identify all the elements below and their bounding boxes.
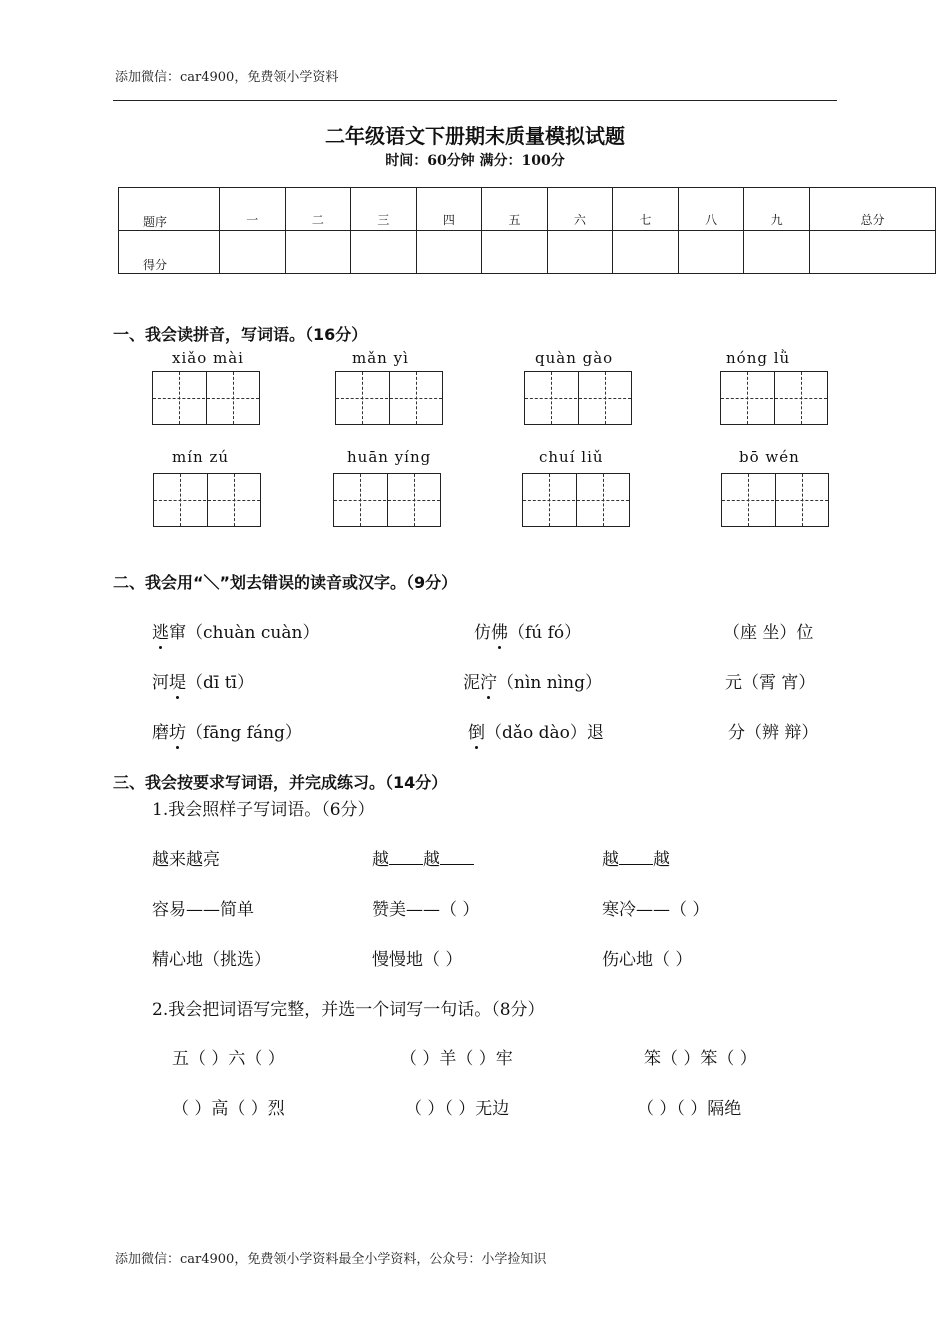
item-prefix: 泥 bbox=[463, 673, 480, 693]
pinyin-label: nóng lǜ bbox=[726, 349, 791, 367]
pattern-char: 越 bbox=[653, 850, 670, 870]
adverb-example: 精心地（挑选） bbox=[152, 950, 271, 970]
synonym-item[interactable]: 寒冷——（ ） bbox=[602, 900, 710, 920]
score-col-8: 八 bbox=[678, 188, 744, 231]
writing-grid[interactable] bbox=[152, 371, 260, 425]
score-col-6: 六 bbox=[547, 188, 613, 231]
pattern-char: 越 bbox=[372, 850, 389, 870]
idiom-fill[interactable]: （ ）（ ）无边 bbox=[405, 1099, 510, 1119]
section2-heading: 二、我会用“＼”划去错误的读音或汉字。（9分） bbox=[113, 573, 458, 592]
score-cell[interactable] bbox=[547, 231, 613, 274]
score-cell[interactable] bbox=[809, 231, 935, 274]
pronunciation-item bbox=[463, 668, 602, 693]
dotted-char: 佛 bbox=[491, 623, 508, 643]
subquestion-2: 2.我会把词语写完整，并选一个词写一句话。（8分） bbox=[152, 1000, 545, 1020]
writing-grid[interactable] bbox=[335, 371, 443, 425]
score-col-3: 三 bbox=[351, 188, 417, 231]
item-choices: 分（辨 辩） bbox=[728, 723, 819, 743]
section3-heading: 三、我会按要求写词语，并完成练习。（14分） bbox=[113, 773, 448, 792]
pinyin-label: mǎn yì bbox=[352, 349, 409, 367]
score-col-5: 五 bbox=[482, 188, 548, 231]
item-choices: （dǎo dào）退 bbox=[485, 723, 604, 743]
adverb-item[interactable]: 慢慢地（ ） bbox=[372, 950, 463, 970]
page-subtitle: 时间：60分钟 满分：100分 bbox=[385, 153, 565, 169]
pattern-item bbox=[372, 845, 474, 870]
blank-line[interactable] bbox=[619, 850, 653, 865]
character-item bbox=[725, 668, 815, 693]
section1-heading: 一、我会读拼音，写词语。（16分） bbox=[113, 325, 368, 344]
pinyin-label: bō wén bbox=[739, 448, 800, 466]
pronunciation-item bbox=[474, 618, 581, 643]
pattern-char: 越 bbox=[602, 850, 619, 870]
footer-note: 添加微信：car4900，免费领小学资料最全小学资料，公众号：小学捡知识 bbox=[115, 1252, 547, 1267]
dotted-char: 堤 bbox=[169, 673, 186, 693]
item-prefix: 河 bbox=[152, 673, 169, 693]
dotted-char: 逃 bbox=[152, 623, 169, 643]
score-table-score-row bbox=[119, 231, 936, 274]
writing-grid[interactable] bbox=[721, 473, 829, 527]
character-item bbox=[723, 618, 813, 643]
pronunciation-item bbox=[152, 718, 302, 743]
writing-grid[interactable] bbox=[524, 371, 632, 425]
header-divider bbox=[113, 100, 837, 101]
page-title: 二年级语文下册期末质量模拟试题 bbox=[325, 124, 625, 148]
score-cell[interactable] bbox=[416, 231, 482, 274]
synonym-item[interactable]: 赞美——（ ） bbox=[372, 900, 480, 920]
pinyin-label: chuí liǔ bbox=[539, 448, 604, 466]
writing-grid[interactable] bbox=[333, 473, 441, 527]
pinyin-label: mín zú bbox=[172, 448, 230, 466]
score-table-row1-label: 题序 bbox=[119, 188, 220, 231]
pattern-char: 越 bbox=[423, 850, 440, 870]
writing-grid[interactable] bbox=[522, 473, 630, 527]
score-table-row2-label: 得分 bbox=[119, 231, 220, 274]
dotted-char: 倒 bbox=[468, 723, 485, 743]
score-col-total: 总分 bbox=[809, 188, 935, 231]
writing-grid[interactable] bbox=[720, 371, 828, 425]
item-prefix: 磨 bbox=[152, 723, 169, 743]
header-note: 添加微信：car4900，免费领小学资料 bbox=[115, 70, 339, 85]
blank-line[interactable] bbox=[389, 850, 423, 865]
blank-line[interactable] bbox=[440, 850, 474, 865]
item-choices: （座 坐）位 bbox=[723, 623, 814, 643]
writing-grid[interactable] bbox=[153, 473, 261, 527]
score-cell[interactable] bbox=[744, 231, 810, 274]
pattern-item bbox=[602, 845, 670, 870]
character-item bbox=[728, 718, 818, 743]
subquestion-1: 1.我会照样子写词语。（6分） bbox=[152, 800, 375, 820]
score-col-9: 九 bbox=[744, 188, 810, 231]
adverb-item[interactable]: 伤心地（ ） bbox=[602, 950, 693, 970]
dotted-char: 坊 bbox=[169, 723, 186, 743]
example-word: 越来越亮 bbox=[152, 850, 220, 870]
item-choices: （fú fó） bbox=[508, 623, 582, 643]
score-table bbox=[118, 187, 936, 274]
item-choices: （nìn nìng） bbox=[497, 673, 602, 693]
score-cell[interactable] bbox=[482, 231, 548, 274]
score-table-header-row bbox=[119, 188, 936, 231]
score-cell[interactable] bbox=[351, 231, 417, 274]
synonym-example: 容易——简单 bbox=[152, 900, 254, 920]
item-choices: （dī tī） bbox=[186, 673, 254, 693]
score-col-2: 二 bbox=[285, 188, 351, 231]
score-cell[interactable] bbox=[678, 231, 744, 274]
idiom-fill[interactable]: （ ）羊（ ）牢 bbox=[400, 1049, 513, 1069]
pronunciation-item bbox=[152, 618, 319, 643]
score-col-4: 四 bbox=[416, 188, 482, 231]
idiom-fill[interactable]: （ ）高（ ）烈 bbox=[172, 1099, 285, 1119]
item-choices: 元（霄 宵） bbox=[725, 673, 816, 693]
score-col-7: 七 bbox=[613, 188, 679, 231]
dotted-char: 泞 bbox=[480, 673, 497, 693]
pronunciation-item bbox=[468, 718, 604, 743]
pinyin-label: xiǎo mài bbox=[172, 349, 244, 367]
score-cell[interactable] bbox=[285, 231, 351, 274]
item-prefix: 仿 bbox=[474, 623, 491, 643]
idiom-fill[interactable]: 笨（ ）笨（ ） bbox=[644, 1049, 757, 1069]
score-cell[interactable] bbox=[613, 231, 679, 274]
score-col-1: 一 bbox=[220, 188, 286, 231]
pronunciation-item bbox=[152, 668, 254, 693]
pinyin-label: quàn gào bbox=[535, 349, 614, 367]
item-choices: （fāng fáng） bbox=[186, 723, 302, 743]
score-cell[interactable] bbox=[220, 231, 286, 274]
item-choices: 窜（chuàn cuàn） bbox=[169, 623, 320, 643]
idiom-fill[interactable]: 五（ ）六（ ） bbox=[172, 1049, 285, 1069]
pinyin-label: huān yíng bbox=[347, 448, 432, 466]
idiom-fill[interactable]: （ ）（ ）隔绝 bbox=[637, 1099, 742, 1119]
